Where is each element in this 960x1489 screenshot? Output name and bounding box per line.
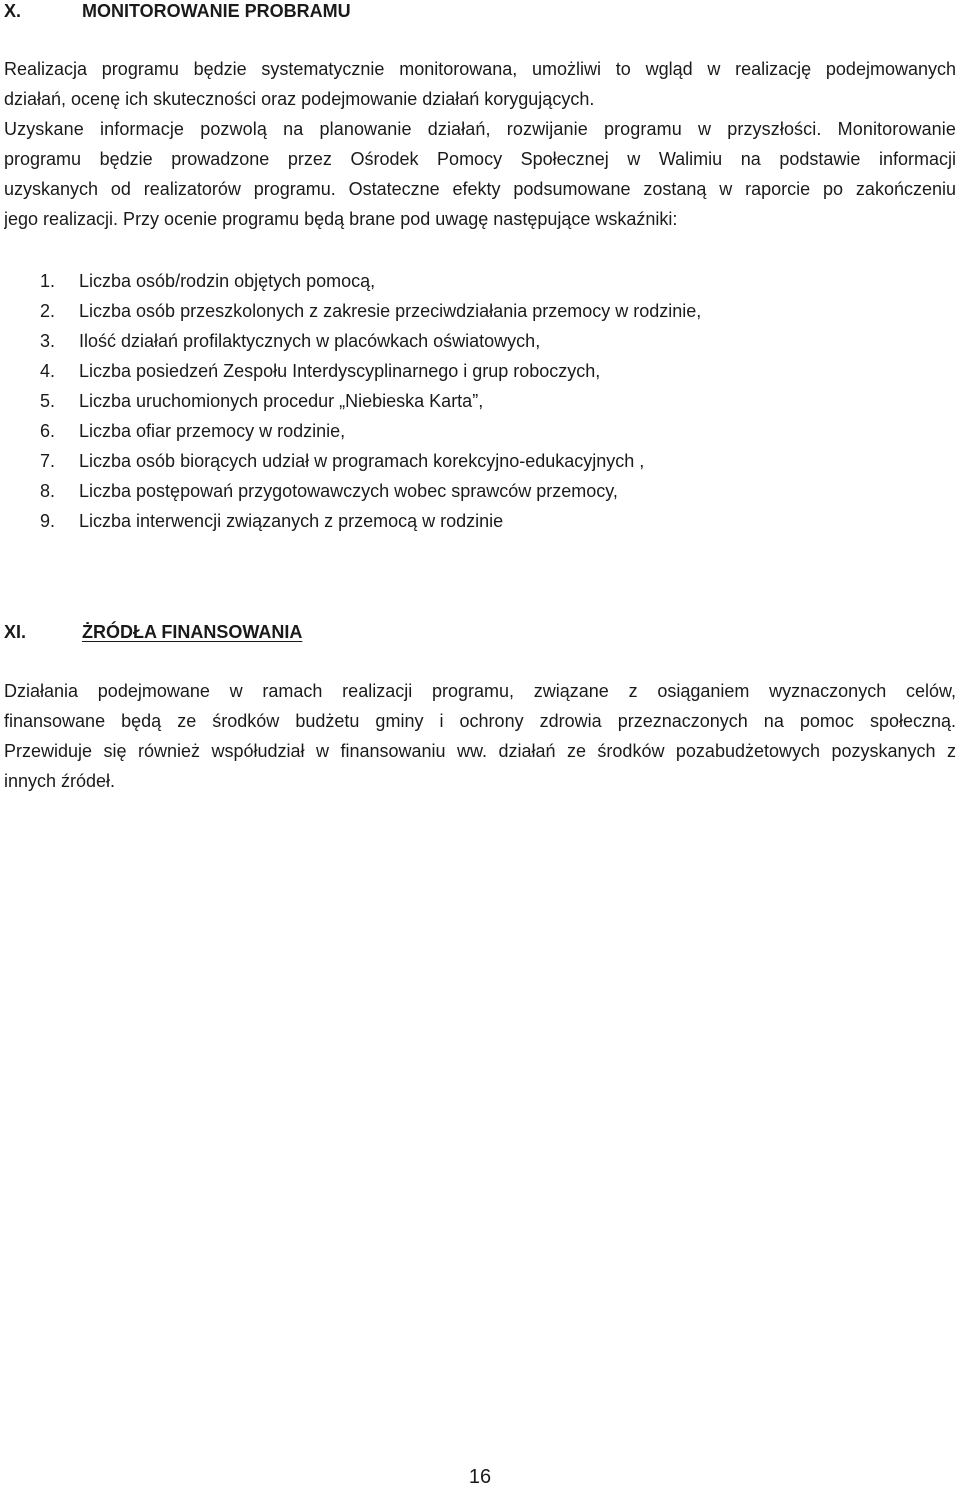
paragraph-line: Działania podejmowane w ramach realizacji programu, związane z osiąganiem wyznaczonych celów, xyxy=(4,681,956,701)
section-xi-heading xyxy=(4,621,302,643)
paragraph-line: innych źródeł. xyxy=(4,771,116,791)
paragraph-line: programu będzie prowadzone przez Ośrodek Pomocy Społecznej w Walimiu na podstawie informacji xyxy=(4,149,956,169)
list-item-number: 5. xyxy=(40,391,56,411)
paragraph-line: uzyskanych od realizatorów programu. Ostateczne efekty podsumowane zostaną w raporcie po zakończeniu xyxy=(4,179,956,199)
list-item-number: 4. xyxy=(40,361,56,381)
list-item xyxy=(40,416,701,446)
list-item xyxy=(40,476,701,506)
list-item-text: Liczba postępowań przygotowawczych wobec sprawców przemocy, xyxy=(79,481,618,501)
section-x-title: MONITOROWANIE PROBRAMU xyxy=(82,1,351,21)
list-item-number: 9. xyxy=(40,511,56,531)
list-item-number: 1. xyxy=(40,271,56,291)
paragraph-line: finansowane będą ze środków budżetu gminy i ochrony zdrowia przeznaczonych na pomoc społeczną. xyxy=(4,711,956,731)
list-item-text: Liczba osób biorących udział w programach korekcyjno-edukacyjnych , xyxy=(79,451,645,471)
list-item-number: 2. xyxy=(40,301,56,321)
list-item-text: Ilość działań profilaktycznych w placówkach oświatowych, xyxy=(79,331,541,351)
list-item-number: 8. xyxy=(40,481,56,501)
list-item xyxy=(40,266,701,296)
indicator-list xyxy=(40,266,701,536)
list-item-number: 3. xyxy=(40,331,56,351)
paragraph-line: Uzyskane informacje pozwolą na planowanie działań, rozwijanie programu w przyszłości. Monitorowanie xyxy=(4,119,956,139)
list-item-text: Liczba ofiar przemocy w rodzinie, xyxy=(79,421,346,441)
section-xi-title: ŻRÓDŁA FINANSOWANIA xyxy=(82,622,303,642)
list-item-text: Liczba osób/rodzin objętych pomocą, xyxy=(79,271,376,291)
paragraph-line: Przewiduje się również współudział w finansowaniu ww. działań ze środków pozabudżetowych pozyskanych z xyxy=(4,741,956,761)
list-item-text: Liczba osób przeszkolonych z zakresie przeciwdziałania przemocy w rodzinie, xyxy=(79,301,702,321)
list-item-text: Liczba interwencji związanych z przemocą w rodzinie xyxy=(79,511,504,531)
section-x-paragraph xyxy=(4,54,956,234)
section-xi-paragraph xyxy=(4,676,956,796)
paragraph-line: jego realizacji. Przy ocenie programu będą brane pod uwagę następujące wskaźniki: xyxy=(4,209,678,229)
list-item xyxy=(40,386,701,416)
list-item-number: 7. xyxy=(40,451,56,471)
list-item xyxy=(40,296,701,326)
list-item xyxy=(40,446,701,476)
section-xi-number: XI. xyxy=(4,622,27,642)
paragraph-line: Realizacja programu będzie systematycznie monitorowana, umożliwi to wgląd w realizację podejmowanych xyxy=(4,59,956,79)
list-item-text: Liczba uruchomionych procedur „Niebieska Karta”, xyxy=(79,391,484,411)
list-item-text: Liczba posiedzeń Zespołu Interdyscyplinarnego i grup roboczych, xyxy=(79,361,601,381)
page-number: 16 xyxy=(468,1466,492,1488)
paragraph-line: działań, ocenę ich skuteczności oraz podejmowanie działań korygujących. xyxy=(4,89,595,109)
list-item-number: 6. xyxy=(40,421,56,441)
list-item xyxy=(40,506,701,536)
list-item xyxy=(40,326,701,356)
list-item xyxy=(40,356,701,386)
section-x-heading xyxy=(4,0,351,22)
section-x-number: X. xyxy=(4,1,22,21)
